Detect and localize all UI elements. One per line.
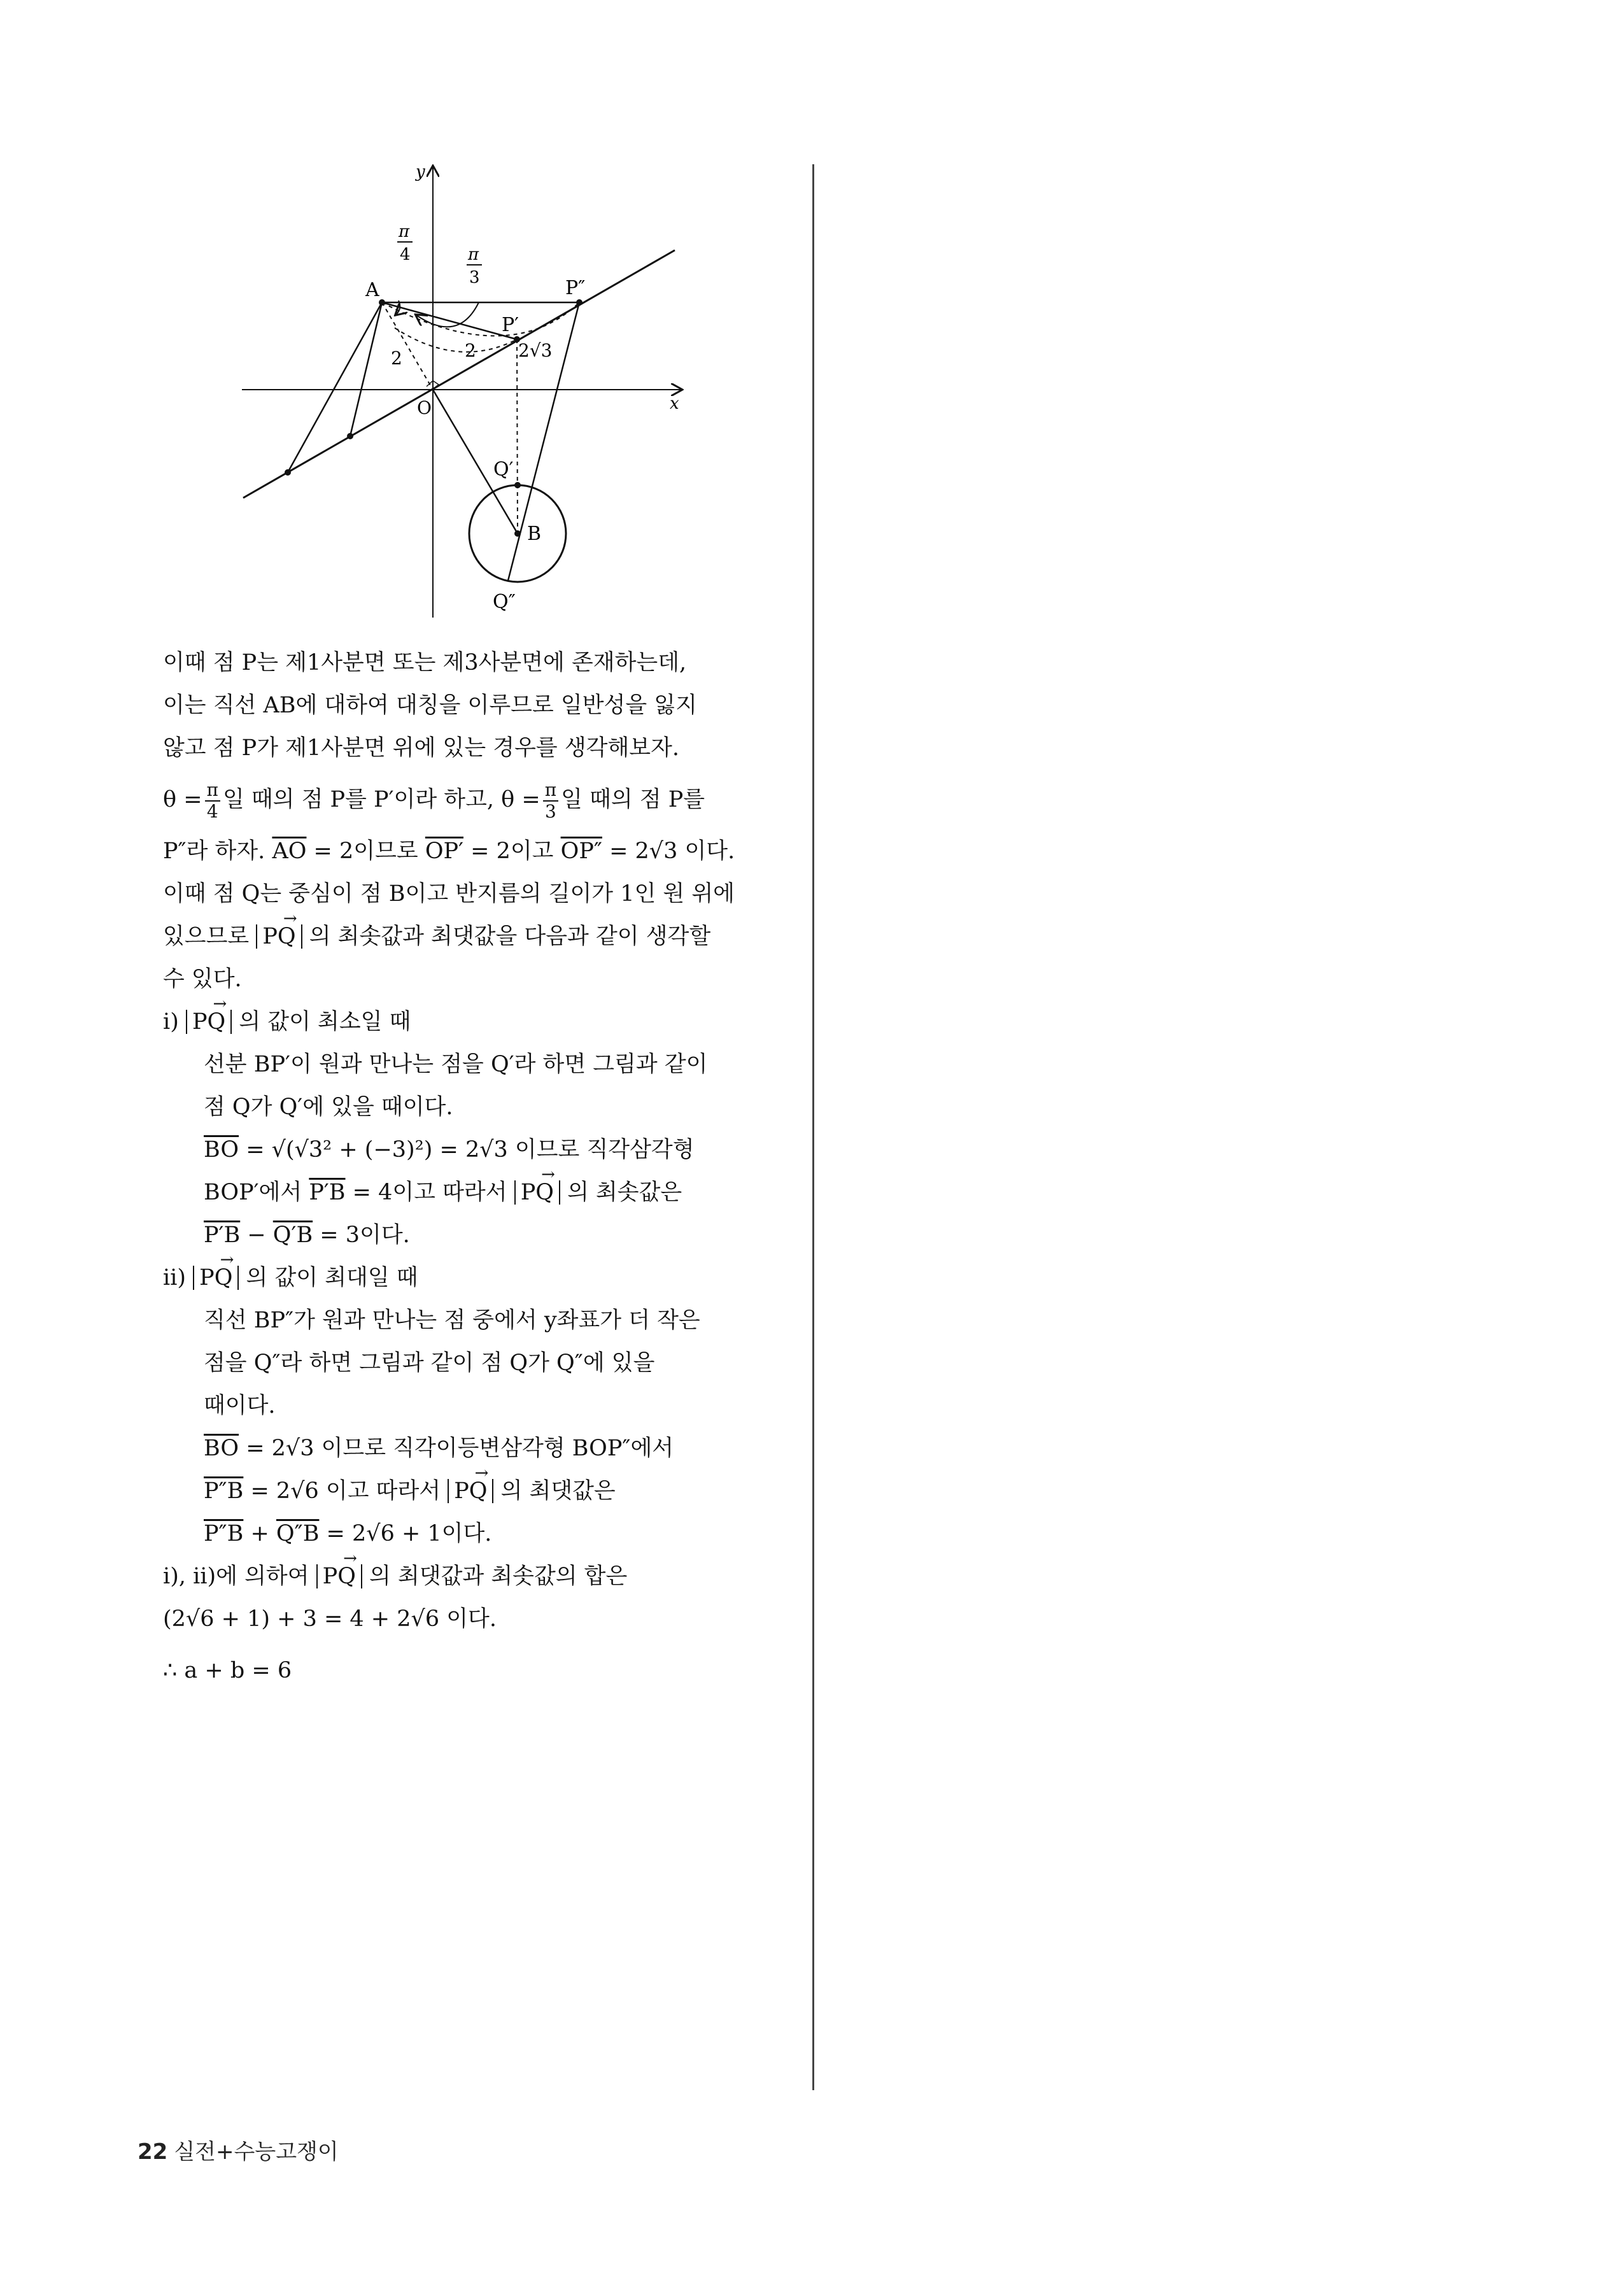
text-line: $\overline{BO} = 2√3$ 이므로 직각이등변삼각형 BOP″에서 bbox=[204, 1436, 674, 1461]
case-i-heading: ⅰ) → PQ 의 값이 최소일 때 bbox=[163, 1001, 800, 1043]
label-P2: P″ bbox=[565, 277, 586, 299]
segment-A-P1 bbox=[382, 302, 517, 339]
segment-A-lower1 bbox=[288, 302, 382, 472]
text-line-theta: θ = $\frac{\pi}{4}$ 일 때의 점 P를 P′이라 하고, θ = $\frac{\pi}{3}$ 일 때의 점 P를 bbox=[163, 779, 705, 822]
summary-line: ⅰ), ⅱ)에 의하여 → PQ 의 최댓값과 최솟값의 합은 bbox=[163, 1555, 800, 1598]
label-Q1: Q′ bbox=[493, 458, 514, 481]
case-ii-heading: ⅱ) → PQ 의 값이 최대일 때 bbox=[163, 1257, 800, 1299]
text-line: 때이다. bbox=[204, 1393, 276, 1418]
point-Q1 bbox=[514, 482, 521, 488]
text-line: P″라 하자. $\overline{AO} = 2$이므로 OP′ = 2이고 OP″ = 2√3 이다. bbox=[163, 838, 735, 864]
segment-P1-B-dashed bbox=[517, 339, 518, 534]
x-axis-label: x bbox=[670, 394, 679, 413]
text-line: $\overline{BO} = √(√3^2 + (-3)^2) = 2√3$ 이므로 직각삼각형 bbox=[204, 1137, 695, 1163]
text-line: 선분 BP′이 원과 만나는 점을 Q′라 하면 그림과 같이 bbox=[204, 1052, 708, 1077]
text-line: 수 있다. bbox=[163, 966, 242, 992]
vector-PQ: → PQ bbox=[514, 1180, 560, 1205]
column-divider bbox=[812, 164, 814, 2090]
length-OP1: 2 bbox=[465, 340, 476, 361]
text-line: P″B = 2√6 이고 따라서 → PQ 의 최댓값은 bbox=[163, 1470, 800, 1513]
segment-A-O-dashed bbox=[382, 302, 433, 390]
text-line: 이때 점 Q는 중심이 점 B이고 반지름의 길이가 1인 원 위에 bbox=[163, 881, 735, 907]
vector-PQ: → PQ bbox=[256, 924, 302, 949]
summary-line: (2√6 + 1) + 3 = 4 + 2√6 이다. bbox=[163, 1606, 497, 1632]
point-lower2 bbox=[347, 433, 353, 439]
label-P1: P′ bbox=[502, 314, 519, 336]
page-footer bbox=[138, 2134, 339, 2165]
vector-PQ: → PQ bbox=[448, 1479, 493, 1503]
label-A: A bbox=[365, 279, 379, 301]
text-line: BOP′에서 P′B = 4이고 따라서 → PQ 의 최솟값은 bbox=[163, 1171, 800, 1214]
text-line: 이때 점 P는 제1사분면 또는 제3사분면에 존재하는데, bbox=[163, 650, 687, 676]
book-title: 실전+수능고쟁이 bbox=[174, 2139, 339, 2165]
line-through-origin bbox=[243, 250, 675, 498]
page-number: 22 bbox=[138, 2139, 168, 2165]
label-B: B bbox=[527, 523, 542, 545]
point-A bbox=[379, 299, 385, 306]
point-lower1 bbox=[285, 469, 291, 476]
angle2-denominator: 3 bbox=[469, 268, 480, 287]
length-OP2: 2√3 bbox=[518, 340, 553, 361]
length-AO: 2 bbox=[391, 348, 402, 369]
geometry-figure bbox=[236, 159, 719, 624]
text-line: 않고 점 P가 제1사분면 위에 있는 경우를 생각해보자. bbox=[163, 735, 680, 761]
segment-A-lower2 bbox=[350, 302, 382, 436]
point-P2 bbox=[576, 299, 583, 306]
y-axis-label: y bbox=[416, 162, 425, 181]
text-line: 직선 BP″가 원과 만나는 점 중에서 y좌표가 더 작은 bbox=[204, 1308, 700, 1333]
point-B bbox=[514, 530, 521, 537]
dashed-arc-AP2 bbox=[382, 302, 579, 336]
angle2-numerator: π bbox=[468, 245, 479, 264]
final-answer: ∴ a + b = 6 bbox=[163, 1658, 292, 1683]
text-line: 이는 직선 AB에 대하여 대칭을 이루므로 일반성을 잃지 bbox=[163, 693, 697, 718]
text-line: 있으므로 → PQ 의 최솟값과 최댓값을 다음과 같이 생각할 bbox=[163, 916, 800, 958]
text-line: P″B + Q″B = 2√6 + 1이다. bbox=[204, 1521, 492, 1546]
text-line: 점을 Q″라 하면 그림과 같이 점 Q가 Q″에 있을 bbox=[204, 1350, 655, 1376]
label-Q2: Q″ bbox=[493, 591, 516, 613]
vector-PQ: → PQ bbox=[316, 1564, 362, 1588]
vector-PQ: → PQ bbox=[193, 1266, 239, 1290]
text-line: 점 Q가 Q′에 있을 때이다. bbox=[204, 1094, 453, 1120]
angle1-denominator: 4 bbox=[400, 245, 411, 264]
angle1-numerator: π bbox=[399, 222, 410, 241]
vector-PQ: → PQ bbox=[186, 1010, 232, 1034]
origin-label: O bbox=[417, 397, 432, 418]
solution-text bbox=[163, 642, 800, 1692]
text-line: P′B − Q′B = 3이다. bbox=[204, 1222, 410, 1248]
